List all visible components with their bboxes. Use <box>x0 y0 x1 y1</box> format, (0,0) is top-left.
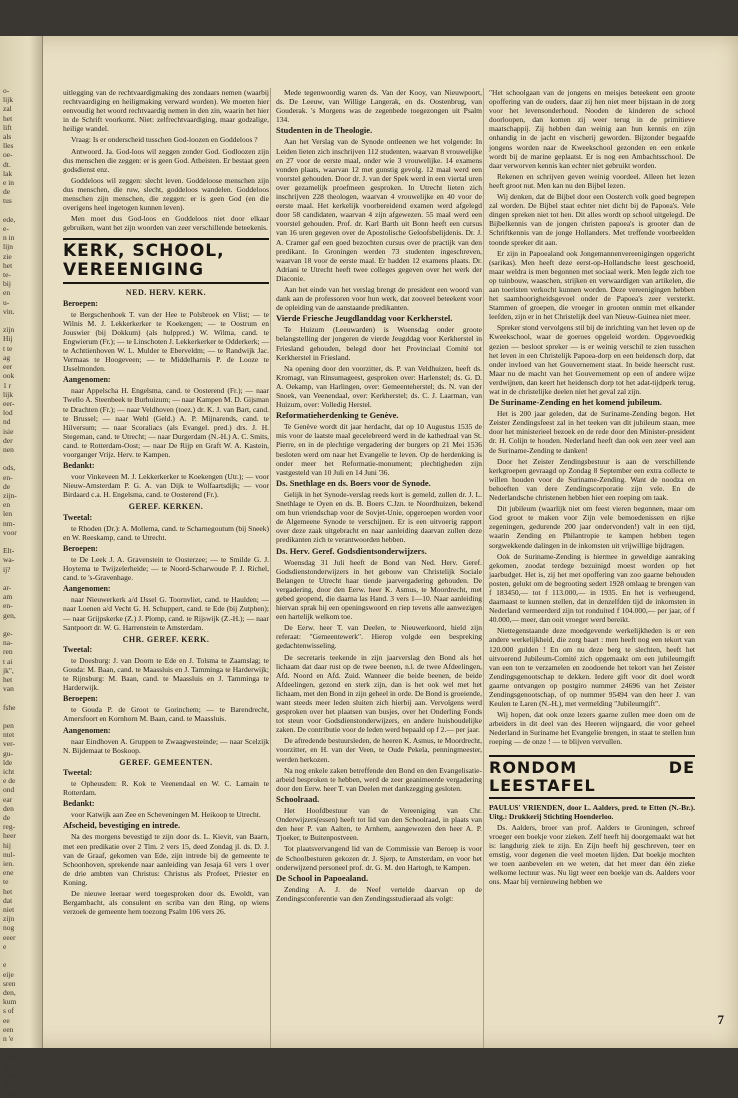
previous-page-fragments: o- lijk zal het lift als lles oe- dt. lak e in de tus ede, e- n in lijn zie het te- bij en u- vin. zijn Hij t te ag eer ook 1 r lijk eer- lod nd isie der nen ods, en- de zijn- en len nm- voor Elt- wa- ij? ar- am en- gen, ge- na- ren t ai jk", het van fshe pen ntet ver- gu- lde icht e de ond ear den de reg- heer hij nul- ien. ene te het dat niet zijn nog eeer e e eije sren den, kum s of ee een n 'e Viel Bik nen Dus telk <box>3 86 17 1098</box>
paragraph: Dit jubileum (waarlijk niet om feest vieren begonnen, maar om God groot te maken voor Zijn vele bemoedenissen en rijke zegeningen, gedurende 200 jaar ondervonden!) valt in een tijd, waarin Zending en Philantropie te kampen hebben tegen sorgwekkende dalingen in de inkomsten uit vrijwillige bijdragen. <box>489 504 695 550</box>
church-heading: GEREF. GEMEENTEN. <box>119 757 213 767</box>
paragraph: te Opheusden: R. Kok te Veenendaal en W. C. Lamain te Rotterdam. <box>63 779 269 798</box>
paragraph: Ook de Suriname-Zending is hiermee in geweldige aanraking gekomen, zoodat terdege bezuinigd moest worden op het jaarbudget. Het is, zij het met opoffering van zoo gaarne behouden posten, gelukt om de begrooting sedert 1928 omlaag te brengen van f 183450,— tot f 113.000,— in 1935. En het is verheugend, daarnaast te kunnen stellen, dat in denzelfden tijd de inkomsten in Nederland vermeerderd zijn tot ronduited f 104.000,— per jaar, of f 40.000,— meer, dan ooit vroeger werd bereikt. <box>489 551 695 625</box>
subheading: Bedankt: <box>63 461 95 471</box>
article-heading: De School in Papoealand. <box>276 872 369 883</box>
paragraph: te Bergschenhoek T. van der Hee te Polsbroek en Vlist; — te Wilnis M. J. Lekkerkerker te Koekengen; — te Oostrum en Jouswier (bij Dokkum) (als hulppred.) W. Wilma, cand. te Engwierum (Fr.); — te Linschoten J. Lekkerkerker te Odderkerk; — te Achttienhoven W. L. Mulder te Eberveldm; — te Randwijk Jac. Vermaas te Hoogeveen; — te Middelharnis P. de Looze te IJsselmonden. <box>63 309 269 374</box>
paragraph: naar Nieuwerkerk a/d IJssel G. Toornvliet, cand. te Haulden; — naar Loenen a/d Vecht G. H. Schuppert, cand. te Ede (bij Zutphen); — naar Grijpskerke (Z.) J. Plomp, cand. te Rijswijk (Z.-H.); — naar Santpoort dr. W. G. Harrenstein te Amsterdam. <box>63 595 269 632</box>
paragraph: De Eerw. heer T. van Deelen, te Nieuwerkoord, hield zijn referaat: "Gemeentewerk". Hierop volgde een bespreking gedachtenwisseling. <box>276 623 482 651</box>
paragraph: Er zijn in Papoealand ook Jongemannenvereenigingen opgericht (sarikas). Men heeft deze eerst-op-Hollandsche leest geschoeid, maar weldra is men begonnen met sociaal werk. Men legde zich toe op tuinbouw, waaschen, strijken en verwaardigen van artikelen, die aan toeristen verkocht kunnen worden. Deze vereenigingen hebben het saamhoorigheidsgevoel onder de Papoea's zeer versterkt. Stammen of groepen, die vroeger in grooten onmin met elkander leefden, zijn er in het Christelijk deel van Nieuw-Guinea niet meer. <box>489 248 695 322</box>
paragraph: Niettegenstaande deze moedgevende werkelijkheden is er een andere werkelijkheid, die zorg baart : men heeft nog een tekort van 120.000 gulden ! En om nu deze berg te slechten, heeft het uitvoerend Jubileum-Comité zich opgemaakt om een jubileumgift van een ton te verzamelen en zoodoende het tekort van het Zeister Zendingsgenootschap te dekken. Iedere gift voor dit doel wordt gaarne ontvangen op postgiro nummer 24696 van het Zeister Zendingsgenootschap, of op nummer 95494 van den heer J. van Keulen te Laren (N.-H.), met vermelding "Jubileumgift". <box>489 626 695 709</box>
paragraph: Ds. Aalders, broer van prof. Aalders te Groningen, schreef vroeger een boekje voor zieken. Zelf heeft hij doorgemaakt wat het is: langdurig ziek te zijn. En Zijn heeft hij geschreven, teer en ernstig, voor degenen die veel moeten lijden. Dat boekje mochten we toen aanbevelen en we weten, dat het meer dan één zieke welkome lectuur was. Nu ligt weer een boekje van ds. Aalders voor ons. Maar bij vernieuwing hebben we <box>489 822 695 887</box>
paragraph: Vraag: Is er onderscheid tusschen God-loozen en Goddeloos ? <box>71 135 258 145</box>
paragraph: te Gouda P. de Groot te Gorinchem; — te Barendrecht, Amersfoort en Kornhorn M. Baan, cand. te Maassluis. <box>63 705 269 724</box>
paragraph: Aan het Verslag van de Synode ontleenen we het volgende: In Leiden lieten zich inschrijven 112 studenten, waarvan 8 vrouwelijke en 27 voor de eerste maal, onder wie 3 vrouwelijke. 14 examens vonden plaats, waarvan 12 met gunstig gevolg. 12 maal werd een voorstel gehouden. Door dr. J. van der Spek werd in een viertal uren over gezamelijk proefmeen gesproken. In Utrecht lieten zich inschrijven 228 theologen, waarvan 4 vrouwelijke en 40 voor de eerste maal. Het kerkelijk voorbereidend examen werd afgelegd door 58 candidaten, waarvan 4 zijn afgewezen. 55 maal werd een voorstel gehouden. Prof. dr. Karl Barth uit Bonn heeft een cursus van 16 uren gegeven over de Apostolische Geloofsbelijdenis. Dr. J. A. Cramer gaf een goed bezochten cursus over de practijk van den predikant. In Groningen werden 73 studenten ingeschreven, waarvan 18 voor de eerste maal. Er hadden 12 examens plaats. Dr. Adriani te Utrecht heeft twee colleges gegeven over het werk der Diaconie. <box>276 137 482 283</box>
paragraph: Gelijk in het Synode-verslag reeds kort is gemeld, zullen dr. J. L. Snethlage te Oyen en ds. B. Boers C.Jzn. te Noordhuizen, bekend om hun vriendschap voor de Sovjet-Unie, opgeroepen worden voor de Algemeene Synode te verschijnen. Er is een uitvoerig rapport over deze zaak uitgebracht en naar aanleiding daarvan zullen deze predikanten zich te verantwoorden hebben. <box>276 489 482 545</box>
page-number: 7 <box>717 1012 724 1027</box>
article-heading: Schoolraad. <box>276 793 320 804</box>
book-title: PAULUS' VRIENDEN, door L. Aalders, pred. te Etten (N.-Br.). Uitg.: Drukkerij Stichting Hoenderloo. <box>489 802 695 821</box>
subheading: Aangenomen: <box>63 725 111 735</box>
subheading: Tweetal: <box>63 767 93 777</box>
subheading: Beroepen: <box>63 694 98 704</box>
paragraph: Rekenen en schrijven geven weinig voordeel. Alleen het lezen heeft groot nut. Men kan nu den Bijbel lezen. <box>489 171 695 190</box>
article-heading: Ds. Snethlage en ds. Boers voor de Synode. <box>276 477 431 488</box>
newspaper-page <box>0 36 738 1098</box>
paragraph: Door het Zeister Zendingsbestuur is aan de verschillende kerkgroepen gevraagd op Zondag 8 September een extra collecte te willen houden voor de Suriname-Zending. Want de noodza en behoeften van dere Zendingscorporatie zijn vele. En de Nederlandsche christenen hebben hier een roeping om taak. <box>489 456 695 503</box>
paragraph: De nieuwe leeraar werd toegesproken door ds. Ewoldt, van Bergambacht, als consulent en scriba van den Ring, op wiens verzoek de gemeente hem toezong Psalm 106 vers 26. <box>63 889 269 917</box>
church-heading: CHR. GEREF. KERK. <box>122 634 210 644</box>
article-heading: De Suriname-Zending en het komend jubileum. <box>489 397 662 408</box>
section-banner: RONDOM DE LEESTAFEL <box>489 755 695 799</box>
article-heading: Afscheid, bevestiging en intrede. <box>63 820 181 831</box>
paragraph: Het is 200 jaar geleden, dat de Suriname-Zending begon. Het Zeister Zendingsfeest zal in het teeken van dit jubileum staan, mee door het ministerieel bezoek en de rede door den Minister-president dr. H. Colijn te houden. Nederland heeft dan ook een zeer veel aan de Suriname-Zending te danken! <box>489 409 695 455</box>
subheading: Tweetal: <box>63 512 93 522</box>
paragraph: Goddeloos wil zeggen: slecht leven. Goddeloose menschen zijn dus menschen, die ruw, slecht, goddeloos wandelen. Goddeloos menschen zijn menschen, die zeggen: er is geen God (en die overigens heel ingetogen kunnen leven). <box>63 175 269 213</box>
paragraph: Te Huizum (Leeuwarden) is Woensdag onder groote belangstelling der jongeren de vierde Jeugddag voor Kerkherstel in Friesland gehouden, belegd door het Provinciaal Comité tot Kerkherstel in Friesland. <box>276 325 482 362</box>
article-heading: Studenten in de Theologie. <box>276 125 373 136</box>
paragraph: Wij denken, dat de Bijbel door een Oosterch volk goed begrepen zal worden. De Bijbel staat echter niet dicht bij de Papoea's. Vele dingen spreken niet tot hen. Dit alles wordt op school uitgelegd. De Bijbelkennis van de jongen christen papoea's is grooter dan de Schriftkennis van de jonge Hollanders. Met treffende voorbeelden toonde spreker dit aan. <box>489 192 695 247</box>
paragraph: voor Katwijk aan Zee en Scheveningen M. Heikoop te Utrecht. <box>71 810 261 820</box>
paragraph: Na nog enkele zaken betreffende den Bond en den Evangelisatie-arbeid besproken te hebben, werd de zeer geanimeerde vergadering door den Eerw. heer T. van Deelen met dankzegging gesloten. <box>276 765 482 793</box>
paragraph: Zending A. J. de Neef vertelde daarvan op de Zendingsconferentie van den Zendingsstudieraad als volgt: <box>276 884 482 903</box>
church-heading: GEREF. KERKEN. <box>128 502 204 512</box>
paragraph: De secretaris teekende in zijn jaarverslag den Bond als het lichaam dat daar rust op de twee beenen, n.l. de twee Afdeelingen, Afd. Noord en Afd. Zuid. Wanneer die beide beenen, de beide Afdeelingen, gezond en sterk zijn, dan is het ook wel met het lichaam, met den Bond in zijn geheel in orde. De Bond is groeiende, want steeds meer leden sluiten zich hierbij aan. Vervolgens werd gesproken over het plaatsen van busjes, over het Onderling Fonds tot steun voor Godsdienstonderwijzers, en andere huishoudelijke zaken. De contributie voor de leden werd bepaald op f 2.— per jaar. <box>276 652 482 735</box>
paragraph: uitlegging van de rechtvaardigmaking des zondaars nemen (waarbij rechtvaardiging en heiligmaking verward worden). We moeten hier eenvoudig het woord rechtvaardig nemen in den zin, waarin het hier in de Schrift voorkomt. Niet: zelfrechtvaardiging, maar godzalige, heilige wandel. <box>63 88 269 134</box>
subheading: Bedankt: <box>63 799 95 809</box>
paragraph: Mede tegenwoordig waren ds. Van der Kooy, van Nieuwpoort, ds. De Leeuw, van Willige Langerak, en ds. Oostenbrug, van Gouderak. 's Morgens was de zegenbede toegezongen uit Psalm 134. <box>276 88 482 125</box>
subheading: Tweetal: <box>63 644 93 654</box>
paragraph: Na opening door den voorzitter, ds. P. van Veldhuizen, heeft ds. Kromagt, van Rinsumageest, gesproken over: Harlenstel; ds. G. D. A. Oekamp, van Harlingen, over: Gemeenteherstel; ds. N. van der Snoek, van Veenendaal, over: Kerkherstel; ds. C. J. Laarman, van Huizum, over: Volledig Herstel. <box>276 363 482 410</box>
article-heading: Vierde Friesche Jeugdlanddag voor Kerkherstel. <box>276 313 453 324</box>
paragraph: voor Vinkeveen M. J. Lekkerkerker te Koekengen (Utr.); — voor Nieuw-Amsterdam P. G. A. van Dijk te Wolfaartsdijk; — voor Birdaard c.a. H. Engelsma, cand. te Oosterend (Fr.). <box>63 472 269 500</box>
paragraph: De aftredende bestuursleden, de heeren K. Asmus, te Moordrecht, voorzitter, en H. van der Veen, te Oude Pekela, penningmeester, werden herkozen. <box>276 736 482 764</box>
paragraph: te De Leek J. A. Gravenstein te Oosterzee; — te Smilde G. J. Hoytema te Twijzelerheide; — te Noord-Scharwoude P. J. Richel, cand. te 's-Gravenhage. <box>63 554 269 583</box>
paragraph: Aan het einde van het verslag brengt de president een woord van dank aan de professoren voor hun werk, dat zooveel beteekent voor de opleiding van de aanstaande predikanten. <box>276 284 482 313</box>
paragraph: Spreker stond vervolgens stil bij de inrichting van het leven op de Kweekschool, waar de goeroes opgeleid worden. Opgevoedkig gezien — besloot spreker — is er weinig verschil te zien tusschen het leven in een Christelijk Papoea-dorp en een heidensch dorp, dat onder invloed van het Gouvernement staat. In beide heerscht rust. Maar nu de macht van het Gouvernement op een of andere wijze verdwijnen, dan keert het heidensch dorp tot het adat-tijdperk terug, wat in de christelijke deelen niet het geval zal zijn. <box>489 323 695 396</box>
paragraph: Antwoord. Ja. God-loos wil zeggen zonder God. Godloozen zijn dus menschen die zeggen: er is geen God. Atheisten. Er bestaat geen godsdienst enz. <box>63 146 269 174</box>
church-heading: NED. HERV. KERK. <box>125 288 207 298</box>
paragraph: Te Genève wordt dit jaar herdacht, dat op 10 Augustus 1535 de mis voor de laatste maal gecelebreerd werd in de kathedraal van St. Pierre, en in de plechtige vergadering der burgers op 21 Mei 1536 besloten werd om naar het Evangelie te leven. Op de herdenking is onder meer het Reformatie-monument; plechtigheden zijn vastgesteld van 10 Juli en 14 Juni '36. <box>276 422 482 477</box>
column-1 <box>63 88 269 918</box>
paragraph: naar Eindhoven A. Gruppen te Zwaagwesteinde; — naar Scelzijk N. Bijdemaat te Boskoop. <box>63 736 269 755</box>
page-fold <box>42 36 43 1048</box>
column-2 <box>276 88 482 905</box>
column-rule <box>270 88 271 1048</box>
paragraph: Tot plaatsvervangend lid van de Commissie van Beroep is voor de Schoolbesturen gekozen dr. J. Sjerp, te Amsterdam, en voor het onderwijzend personeel prof. dr. G. M. den Hartogh, te Kampen. <box>276 844 482 872</box>
paragraph: naar Appelscha H. Engelsma, cand. te Oosterend (Fr.); — naar Twello A. Steenbeek te Burhuizum; — naar Kampen M. D. Gijsman te Drachten (Fr.); — naar Veldhoven (toez.) dr. K. J. van Bart, cand. te Brussel; — naar Wehl (Geld.) A. P. Mijnarends, cand. te Hilversum; — naar Scoraliacs (als Evangel. pred.) drs. J. H. Stegeman, cand. te Utrecht; — naar Durgerdam (N.-H.) A. C. Smits, cand. te Rotterdam-Oost; — naar De Rijp en Graft W. A. Kastein, voorganger Vrijz. Herv. te Kampen. <box>63 386 269 459</box>
article-heading: Ds. Herv. Geref. Godsdientsonderwijzers. <box>276 545 427 556</box>
paragraph: Wij hopen, dat ook onze lezers gaarne zullen mee doen om de arbeiders in dit deel van des Heeren wijngaard, die voor geheel Nederland in Suriname het Evangelie brengen, in staat te stellen hun roeping — de onze ! — te blijven vervullen. <box>489 710 695 747</box>
paragraph: "Het schoolgaan van de jongens en meisjes beteekent een groote opoffering van de ouders, daar zij hen niet meer bijstaan in de zorg voor het levensonderhoud. Nooden de kinderen de school doorloopen, dan komen zij weer terug in de primitieve maatschappij. Zij hebben dan weinig aan hun kennis en zijn onhandig in de jacht en vischerij geworden. Bijzonder begaafde jongens worden naar de Kweekschool gezonden en een enkele wordt bij de marine geplaatst. Er is nog een Ambachtsschool. De daar verworven kennis kan echter niet gebruikt worden. <box>489 88 695 170</box>
article-heading: Reformatieherdenking te Genève. <box>276 410 399 421</box>
paragraph: Men moet dus God-loos en Goddeloos niet door elkaar gebruiken, want het zijn woorden van zeer verschillende beteekenis. <box>63 214 269 233</box>
subheading: Beroepen: <box>63 543 98 553</box>
previous-page-edge <box>0 36 42 1098</box>
paragraph: Woensdag 31 Juli heeft de Bond van Ned. Herv. Geref. Godsdienstonderwijzers in het gebouw van Christelijk Sociale Belangen te Utrecht haar tiende jaarvergadering gehouden. De vergadering, door den Eerw. heer K. Asmus, te Moordrecht, met gebed geopend, die daarna las Hand. 3 vers 1—10. Naar aanleiding hiervan sprak hij een openingswoord en riep tevens alle aanwezigen een hartelijk welkom toe. <box>276 557 482 622</box>
paragraph: Na des morgens bevestigd te zijn door ds. L. Kievit, van Baarn, met een predikatie over 2 Tim. 2 vers 15, deed Zondag jl. ds. D. J. van de Graaf, gekomen van Ede, zijn intrede bij de gemeente te Schoonhoven, sprekende naar aanleiding van Jesaja 61 vers 1 over de drie ambten van Christus: Christus als Profeet, Priester en Koning. <box>63 832 269 887</box>
column-3 <box>489 88 695 888</box>
column-rule <box>483 88 484 1048</box>
subheading: Beroepen: <box>63 298 98 308</box>
subheading: Aangenomen: <box>63 584 111 594</box>
paragraph: Het Hoofdbestuur van de Vereeniging van Chr. Onderwijzers(essen) heeft tot lid van den Schoolraad, in plaats van den heer P. van Aalten, te Arnhem, aangewezen den heer A. P. Tjoeker, te Buitenpostveen. <box>276 806 482 843</box>
paragraph: te Doesburg: J. van Doorn te Ede en J. Tolsma te Zaamslag; te Gouda: M. Baan, cand. te Maassluis en J. Tamminga te Harderwijk; te Rijnsburg: M. Baan, cand. te Maassluis en J. Tamminga te Harderwijk. <box>63 655 269 693</box>
paragraph: te Rhoden (Dr.): A. Mollema, cand. te Scharnegoutum (bij Sneek) en W. Reeskamp, cand. te Utrecht. <box>63 523 269 542</box>
section-banner: KERK, SCHOOL, VEREENIGING <box>63 238 269 284</box>
subheading: Aangenomen: <box>63 375 111 385</box>
